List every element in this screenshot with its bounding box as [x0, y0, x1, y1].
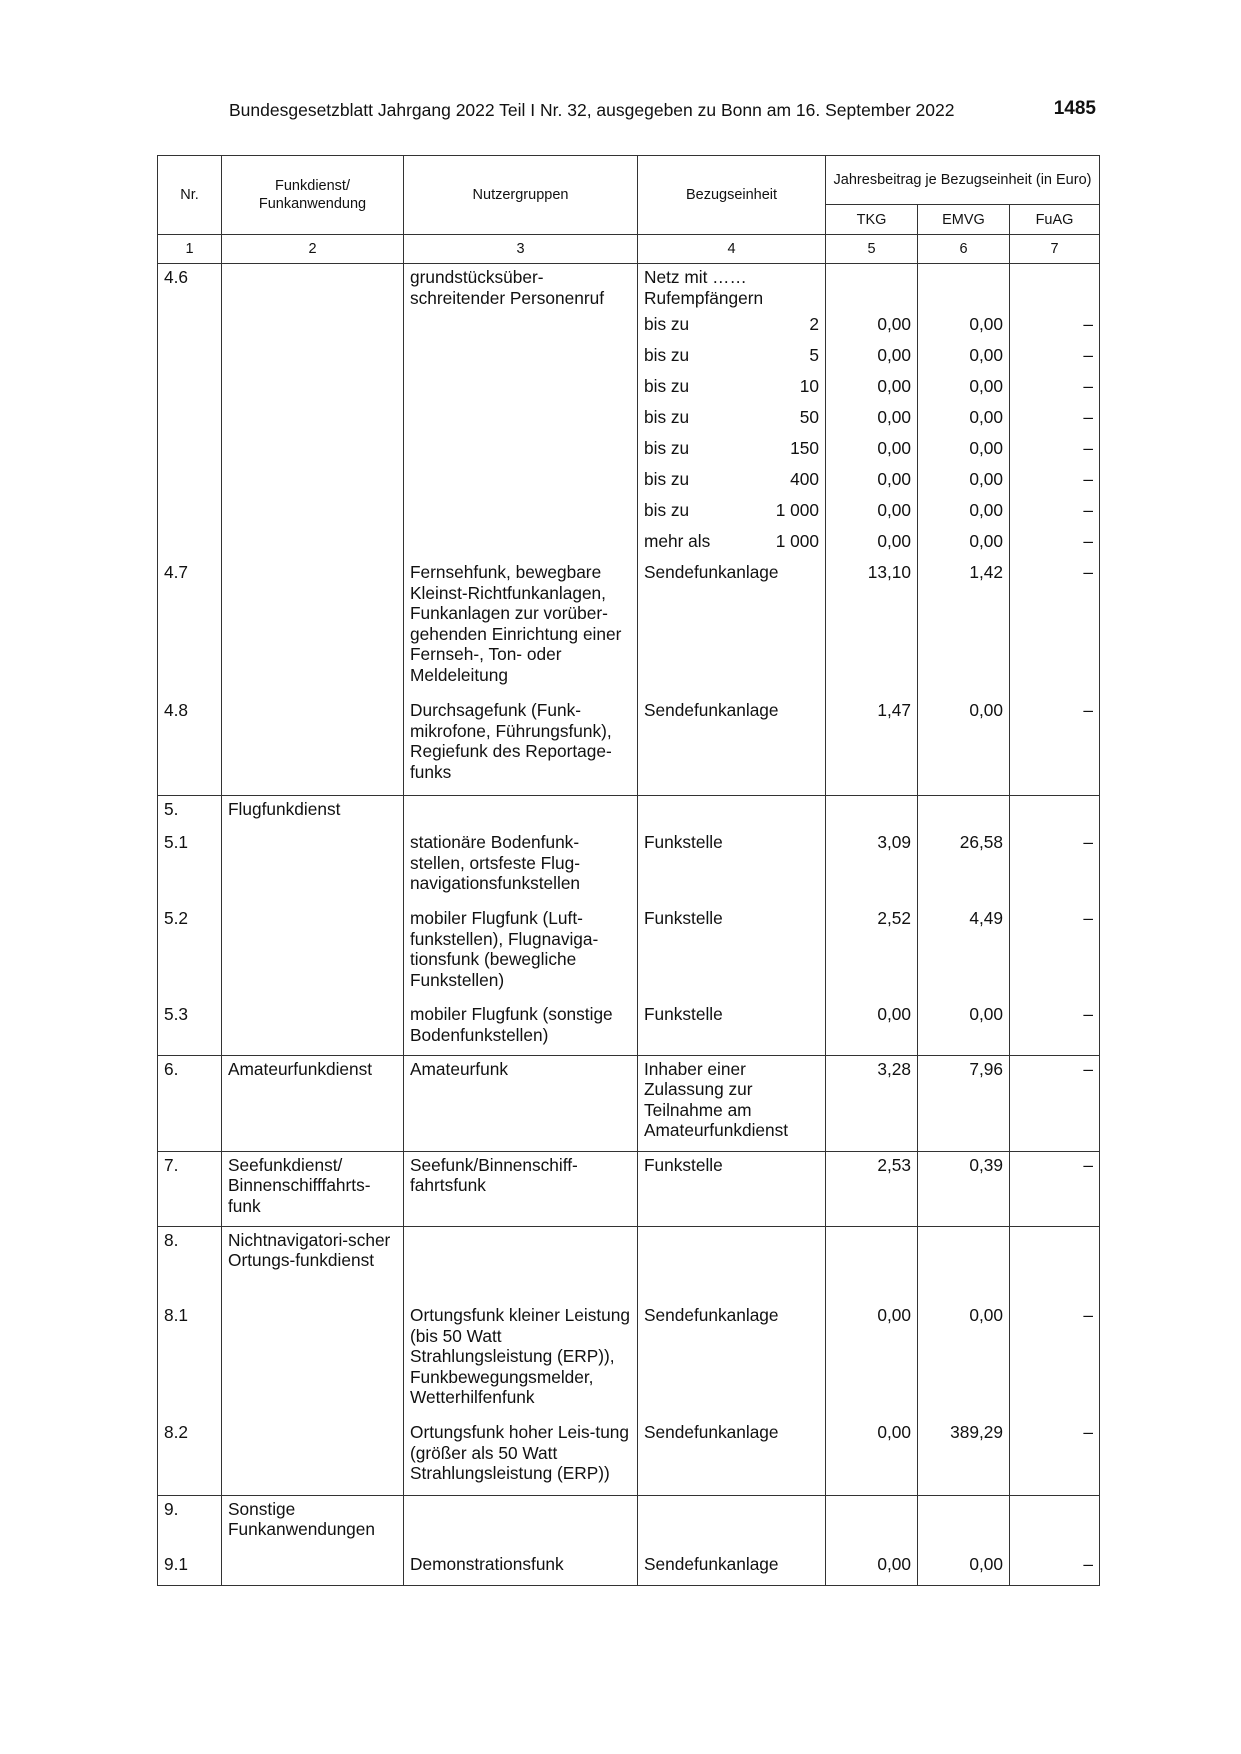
- row-bezugseinheit: Funkstelle: [638, 1151, 826, 1226]
- table-row: [158, 311, 1100, 342]
- value-tkg: 0,00: [826, 404, 918, 435]
- header-funkdienst: Funkdienst/ Funkanwendung: [222, 156, 404, 235]
- row-bezugseinheit: Sendefunkanlage: [638, 1419, 826, 1495]
- row-nutzergruppe: mobiler Flugfunk (sonstige Bodenfunkstellen): [404, 1001, 638, 1055]
- value-fuag: –: [1010, 435, 1100, 466]
- bezug-prefix: bis zu: [644, 469, 690, 489]
- row-nutzergruppe: Seefunk/Binnenschiff-fahrtsfunk: [404, 1151, 638, 1226]
- header-tkg: TKG: [826, 205, 918, 235]
- value-emvg: 0,00: [918, 435, 1010, 466]
- row-nr: 4.8: [158, 697, 222, 795]
- table-row: [158, 1226, 1100, 1302]
- bezug-count: 150: [790, 438, 819, 458]
- row-bezugseinheit: Sendefunkanlage: [638, 1302, 826, 1419]
- value-tkg: 0,00: [826, 466, 918, 497]
- row-nr: 8.1: [158, 1302, 222, 1419]
- value-tkg: 0,00: [826, 435, 918, 466]
- value-tkg: 0,00: [826, 497, 918, 528]
- column-number: 1: [158, 235, 222, 264]
- value-emvg: 0,00: [918, 1302, 1010, 1419]
- value-emvg: 0,00: [918, 528, 1010, 559]
- table-row: [158, 342, 1100, 373]
- table-row: [158, 905, 1100, 1001]
- row-nr: 5.1: [158, 829, 222, 905]
- fee-table: [157, 155, 1100, 1586]
- table-row: [158, 559, 1100, 697]
- value-fuag: –: [1010, 1151, 1100, 1226]
- value-emvg: 0,00: [918, 404, 1010, 435]
- bezug-count: 5: [809, 345, 819, 365]
- row-nr: 9.: [158, 1495, 222, 1551]
- row-nr: 4.6: [158, 264, 222, 312]
- row-funkdienst: Flugfunkdienst: [222, 795, 404, 829]
- table-row: [158, 466, 1100, 497]
- column-number: 6: [918, 235, 1010, 264]
- value-fuag: –: [1010, 1302, 1100, 1419]
- value-emvg: 0,00: [918, 697, 1010, 795]
- page-number: 1485: [1053, 98, 1096, 119]
- bezug-prefix: bis zu: [644, 438, 690, 458]
- bezug-prefix: bis zu: [644, 345, 690, 365]
- table-row: [158, 1419, 1100, 1495]
- header-nutzergruppen: Nutzergruppen: [404, 156, 638, 235]
- row-nr: 7.: [158, 1151, 222, 1226]
- value-tkg: 13,10: [826, 559, 918, 697]
- row-nr: 6.: [158, 1055, 222, 1151]
- value-fuag: –: [1010, 497, 1100, 528]
- value-tkg: 2,52: [826, 905, 918, 1001]
- value-emvg: 0,00: [918, 466, 1010, 497]
- column-number: 2: [222, 235, 404, 264]
- column-number: 4: [638, 235, 826, 264]
- column-number: 7: [1010, 235, 1100, 264]
- value-emvg: 389,29: [918, 1419, 1010, 1495]
- value-tkg: 2,53: [826, 1151, 918, 1226]
- table-row: [158, 497, 1100, 528]
- value-tkg: 0,00: [826, 373, 918, 404]
- bezug-prefix: bis zu: [644, 314, 690, 334]
- value-tkg: 3,09: [826, 829, 918, 905]
- table-row: [158, 795, 1100, 829]
- bezug-count: 400: [790, 469, 819, 489]
- row-bezugseinheit: Funkstelle: [638, 905, 826, 1001]
- bezug-count: 50: [799, 407, 819, 427]
- value-emvg: 0,00: [918, 342, 1010, 373]
- value-tkg: 0,00: [826, 342, 918, 373]
- column-number: 5: [826, 235, 918, 264]
- row-bezugseinheit: Sendefunkanlage: [638, 1551, 826, 1585]
- bezug-prefix: bis zu: [644, 500, 690, 520]
- table-row: [158, 1551, 1100, 1585]
- table-row: [158, 435, 1100, 466]
- value-fuag: –: [1010, 559, 1100, 697]
- value-fuag: –: [1010, 1419, 1100, 1495]
- value-tkg: 0,00: [826, 1551, 918, 1585]
- bezug-prefix: bis zu: [644, 376, 690, 396]
- row-nutzergruppe: Amateurfunk: [404, 1055, 638, 1151]
- column-number: 3: [404, 235, 638, 264]
- table-row: [158, 1302, 1100, 1419]
- value-emvg: 4,49: [918, 905, 1010, 1001]
- value-fuag: –: [1010, 697, 1100, 795]
- row-bezugseinheit: Funkstelle: [638, 1001, 826, 1055]
- value-tkg: 0,00: [826, 1302, 918, 1419]
- table-row: [158, 1055, 1100, 1151]
- value-fuag: –: [1010, 528, 1100, 559]
- value-fuag: –: [1010, 373, 1100, 404]
- row-nr: 5.: [158, 795, 222, 829]
- value-fuag: –: [1010, 311, 1100, 342]
- value-tkg: 0,00: [826, 1001, 918, 1055]
- value-emvg: 0,39: [918, 1151, 1010, 1226]
- table-row: [158, 1001, 1100, 1055]
- value-tkg: 0,00: [826, 528, 918, 559]
- row-funkdienst: Nichtnavigatori-scher Ortungs-funkdienst: [222, 1226, 404, 1302]
- bezug-count: 10: [799, 376, 819, 396]
- row-nr: 9.1: [158, 1551, 222, 1585]
- row-nutzergruppe: grundstücksüber-schreitender Personenruf: [404, 264, 638, 312]
- value-fuag: –: [1010, 829, 1100, 905]
- value-emvg: 0,00: [918, 311, 1010, 342]
- value-tkg: 0,00: [826, 311, 918, 342]
- header-fuag: FuAG: [1010, 205, 1100, 235]
- table-row: [158, 373, 1100, 404]
- bezug-count: 1 000: [775, 531, 819, 551]
- bezug-count: 2: [809, 314, 819, 334]
- row-bezugseinheit: Inhaber einer Zulassung zur Teilnahme am Amateurfunkdienst: [638, 1055, 826, 1151]
- row-funkdienst: Sonstige Funkanwendungen: [222, 1495, 404, 1551]
- row-nutzergruppe: Fernsehfunk, bewegbare Kleinst-Richtfunkanlagen, Funkanlagen zur vorüber-gehenden Einrichtung einer Fernseh-, Ton- oder Meldeleitung: [404, 559, 638, 697]
- row-nr: 5.3: [158, 1001, 222, 1055]
- value-fuag: –: [1010, 404, 1100, 435]
- value-fuag: –: [1010, 905, 1100, 1001]
- value-fuag: –: [1010, 466, 1100, 497]
- value-emvg: 26,58: [918, 829, 1010, 905]
- value-fuag: –: [1010, 1551, 1100, 1585]
- value-emvg: 0,00: [918, 373, 1010, 404]
- value-tkg: 0,00: [826, 1419, 918, 1495]
- row-nr: 8.2: [158, 1419, 222, 1495]
- row-nutzergruppe: Demonstrationsfunk: [404, 1551, 638, 1585]
- row-nr: 5.2: [158, 905, 222, 1001]
- header-nr: Nr.: [158, 156, 222, 235]
- row-funkdienst: Seefunkdienst/ Binnenschifffahrts-funk: [222, 1151, 404, 1226]
- header-jahresbeitrag: Jahresbeitrag je Bezugseinheit (in Euro): [826, 156, 1100, 205]
- row-nutzergruppe: Durchsagefunk (Funk-mikrofone, Führungsfunk), Regiefunk des Reportage-funks: [404, 697, 638, 795]
- row-nutzergruppe: mobiler Flugfunk (Luft-funkstellen), Flugnaviga-tionsfunk (bewegliche Funkstellen): [404, 905, 638, 1001]
- value-emvg: 7,96: [918, 1055, 1010, 1151]
- header-bezugseinheit: Bezugseinheit: [638, 156, 826, 235]
- value-fuag: –: [1010, 1001, 1100, 1055]
- row-funkdienst: Amateurfunkdienst: [222, 1055, 404, 1151]
- table-row: [158, 1495, 1100, 1551]
- value-fuag: –: [1010, 342, 1100, 373]
- header-emvg: EMVG: [918, 205, 1010, 235]
- table-row: [158, 829, 1100, 905]
- row-bezugseinheit: Funkstelle: [638, 829, 826, 905]
- value-emvg: 1,42: [918, 559, 1010, 697]
- value-tkg: 3,28: [826, 1055, 918, 1151]
- value-emvg: 0,00: [918, 1001, 1010, 1055]
- table-row: [158, 697, 1100, 795]
- row-nr: 8.: [158, 1226, 222, 1302]
- table-row: [158, 528, 1100, 559]
- row-nr: 4.7: [158, 559, 222, 697]
- row-bezugseinheit: Netz mit …… Rufempfängern: [638, 264, 826, 312]
- table-row: [158, 264, 1100, 312]
- row-nutzergruppe: Ortungsfunk hoher Leis-tung (größer als 50 Watt Strahlungsleistung (ERP)): [404, 1419, 638, 1495]
- bezug-prefix: bis zu: [644, 407, 690, 427]
- bezug-prefix: mehr als: [644, 531, 711, 551]
- running-header: Bundesgesetzblatt Jahrgang 2022 Teil I Nr. 32, ausgegeben zu Bonn am 16. September 2022: [229, 100, 955, 120]
- value-emvg: 0,00: [918, 497, 1010, 528]
- row-bezugseinheit: Sendefunkanlage: [638, 697, 826, 795]
- row-nutzergruppe: stationäre Bodenfunk-stellen, ortsfeste Flug-navigationsfunkstellen: [404, 829, 638, 905]
- table-row: [158, 404, 1100, 435]
- value-emvg: 0,00: [918, 1551, 1010, 1585]
- value-fuag: –: [1010, 1055, 1100, 1151]
- bezug-count: 1 000: [775, 500, 819, 520]
- table-row: [158, 1151, 1100, 1226]
- value-tkg: 1,47: [826, 697, 918, 795]
- row-bezugseinheit: Sendefunkanlage: [638, 559, 826, 697]
- row-nutzergruppe: Ortungsfunk kleiner Leistung (bis 50 Watt Strahlungsleistung (ERP)), Funkbewegungsmelder, Wetterhilfenfunk: [404, 1302, 638, 1419]
